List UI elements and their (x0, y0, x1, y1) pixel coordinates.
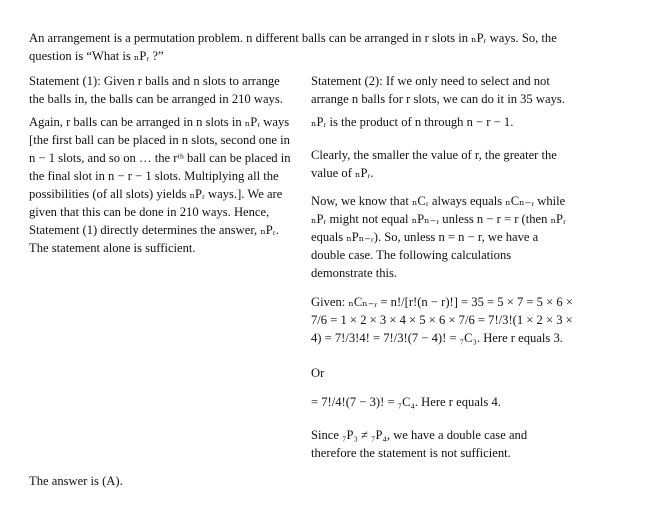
statement-1-line: n − 1 slots, and so on … the rᵗʰ ball can be placed in (29, 151, 291, 165)
statement-2-line: ₙPᵣ might not equal ₙPₙ₋ᵣ unless n − r = r (then ₙPᵣ (311, 212, 566, 226)
statement-2-line: Clearly, the smaller the value of r, the greater the (311, 148, 557, 162)
statement-1-line: possibilities (of all slots) yields ₙPᵣ ways.]. We are (29, 187, 283, 201)
calculation-block (311, 293, 611, 347)
statement-1-line: the final slot in n − r − 1 slots. Multiplying all the (29, 169, 279, 183)
conclusion-line: therefore the statement is not sufficient. (311, 446, 511, 460)
statement-2-line: double case. The following calculations (311, 248, 512, 262)
statement-1-line: [the first ball can be placed in n slots, second one in (29, 133, 290, 147)
intro-paragraph (29, 29, 619, 65)
statement-1-heading (29, 72, 301, 108)
statement-2-heading (311, 72, 611, 108)
statement-2-heading-line: arrange n balls for r slots, we can do it in 35 ways. (311, 92, 565, 106)
statement-1-line: given that this can be done in 210 ways. Hence, (29, 205, 270, 219)
statement-2-line: value of ₙPᵣ. (311, 166, 374, 180)
calculation-line: 4) = 7!/3!4! = 7!/3!(7 − 4)! = ₇C₃. Here r equals 3. (311, 331, 563, 345)
statement-2-paragraph-1 (311, 113, 611, 131)
statement-1-line: Again, r balls can be arranged in n slots in ₙPᵣ ways (29, 115, 290, 129)
answer-line: The answer is (A). (29, 474, 123, 488)
statement-2-conclusion (311, 426, 611, 462)
calculation-line: = 7!/4!(7 − 3)! = ₇C₄. Here r equals 4. (311, 395, 501, 409)
statement-2-paragraph-3 (311, 192, 611, 282)
statement-2-line: demonstrate this. (311, 266, 398, 280)
statement-2-paragraph-2 (311, 146, 611, 182)
conclusion-line: Since ₇P₃ ≠ ₇P₄, we have a double case and (311, 428, 528, 442)
statement-2-heading-line: Statement (2): If we only need to select and not (311, 74, 550, 88)
statement-1-heading-line: Statement (1): Given r balls and n slots to arrange (29, 74, 280, 88)
alternate-calculation (311, 393, 611, 411)
calculation-line: 7/6 = 1 × 2 × 3 × 4 × 5 × 6 × 7/6 = 7!/3!(1 × 2 × 3 × (311, 313, 573, 327)
statement-1-line: Statement (1) directly determines the answer, ₙPᵣ. (29, 223, 279, 237)
intro-line: An arrangement is a permutation problem. n different balls can be arranged in r slots in ₙPᵣ ways. So, the (29, 31, 557, 45)
statement-2-line: Now, we know that ₙCᵣ always equals ₙCₙ₋ᵣ while (311, 194, 566, 208)
statement-1-line: The statement alone is sufficient. (29, 241, 196, 255)
statement-2-line: ₙPᵣ is the product of n through n − r − 1. (311, 115, 514, 129)
intro-line: question is “What is ₙPᵣ ?” (29, 49, 164, 63)
calculation-line: Given: ₙCₙ₋ᵣ = n!/[r!(n − r)!] = 35 = 5 × 7 = 5 × 6 × (311, 295, 573, 309)
or-separator: Or (311, 366, 325, 380)
statement-1-explanation (29, 113, 301, 257)
statement-2-line: equals ₙPₙ₋ᵣ). So, unless n = n − r, we have a (311, 230, 539, 244)
statement-1-heading-line: the balls in, the balls can be arranged in 210 ways. (29, 92, 283, 106)
